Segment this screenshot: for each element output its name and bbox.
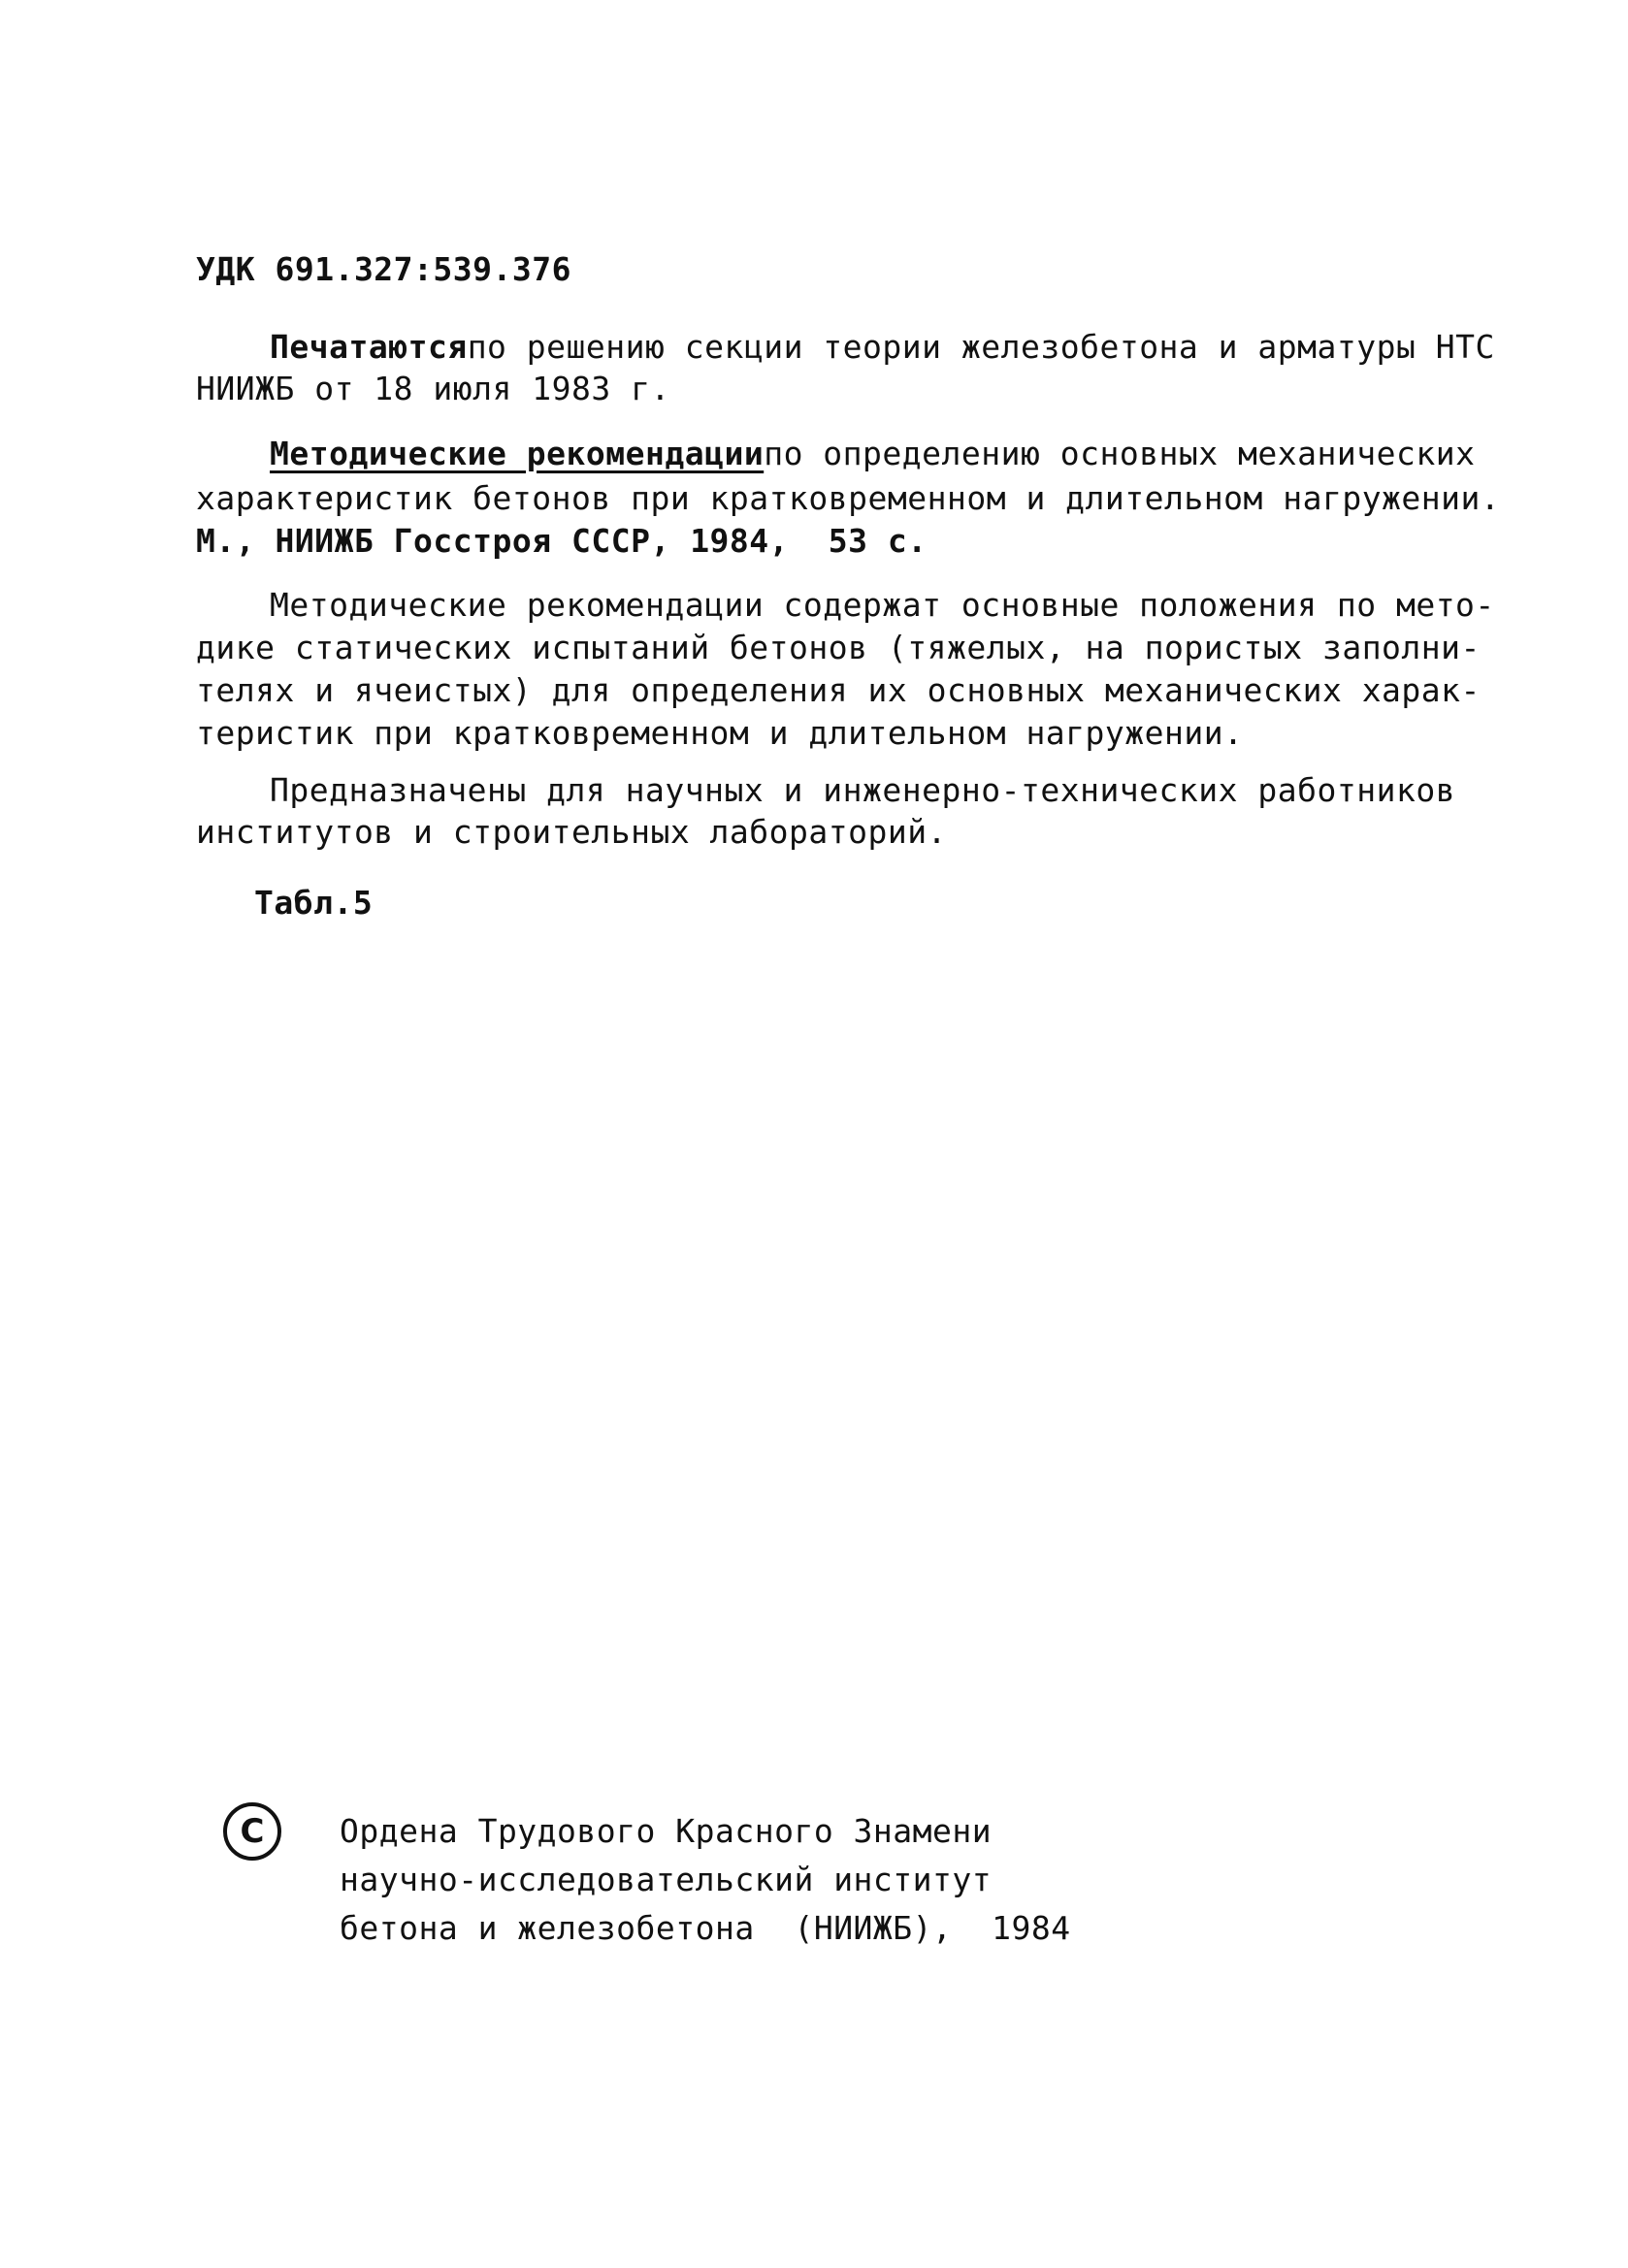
print-note-rest: по решению секции теории железобетона и арматуры НТС xyxy=(467,328,1495,366)
bibliography-imprint: М., НИИЖБ Госстроя СССР, 1984, 53 с. xyxy=(196,522,928,560)
abstract-line-2: дике статических испытаний бетонов (тяжелых, на пористых заполни- xyxy=(196,629,1481,666)
abstract-line-4: теристик при кратковременном и длительном нагружении. xyxy=(196,714,1244,752)
copyright-line-3: бетона и железобетона (НИИЖБ), 1984 xyxy=(340,1909,1071,1947)
print-note-line-2: НИИЖБ от 18 июля 1983 г. xyxy=(196,370,670,407)
bibliography-title: Методические рекомендации xyxy=(270,435,765,472)
copyright-line-2: научно-исследовательский институт xyxy=(340,1861,993,1898)
bibliography-line-1 xyxy=(270,435,1476,473)
audience-line-1: Предназначены для научных и инженерно-технических работников xyxy=(270,771,1456,809)
audience-line-2: институтов и строительных лабораторий. xyxy=(196,813,947,851)
copyright-icon: С xyxy=(223,1802,281,1861)
abstract-line-3: телях и ячеистых) для определения их основных механических харак- xyxy=(196,671,1481,709)
print-note-line-1 xyxy=(270,328,1495,367)
bibliography-line-2: характеристик бетонов при кратковременном и длительном нагружении. xyxy=(196,479,1501,517)
copyright-line-1: Ордена Трудового Красного Знамени xyxy=(340,1812,993,1850)
print-note-lead: Печатаются xyxy=(270,328,468,366)
abstract-line-1: Методические рекомендации содержат основные положения по мето- xyxy=(270,586,1495,624)
udk-code: УДК 691.327:539.376 xyxy=(196,250,571,288)
bibliography-subtitle: по определению основных механических xyxy=(764,435,1476,472)
tables-count: Табл.5 xyxy=(254,884,374,922)
